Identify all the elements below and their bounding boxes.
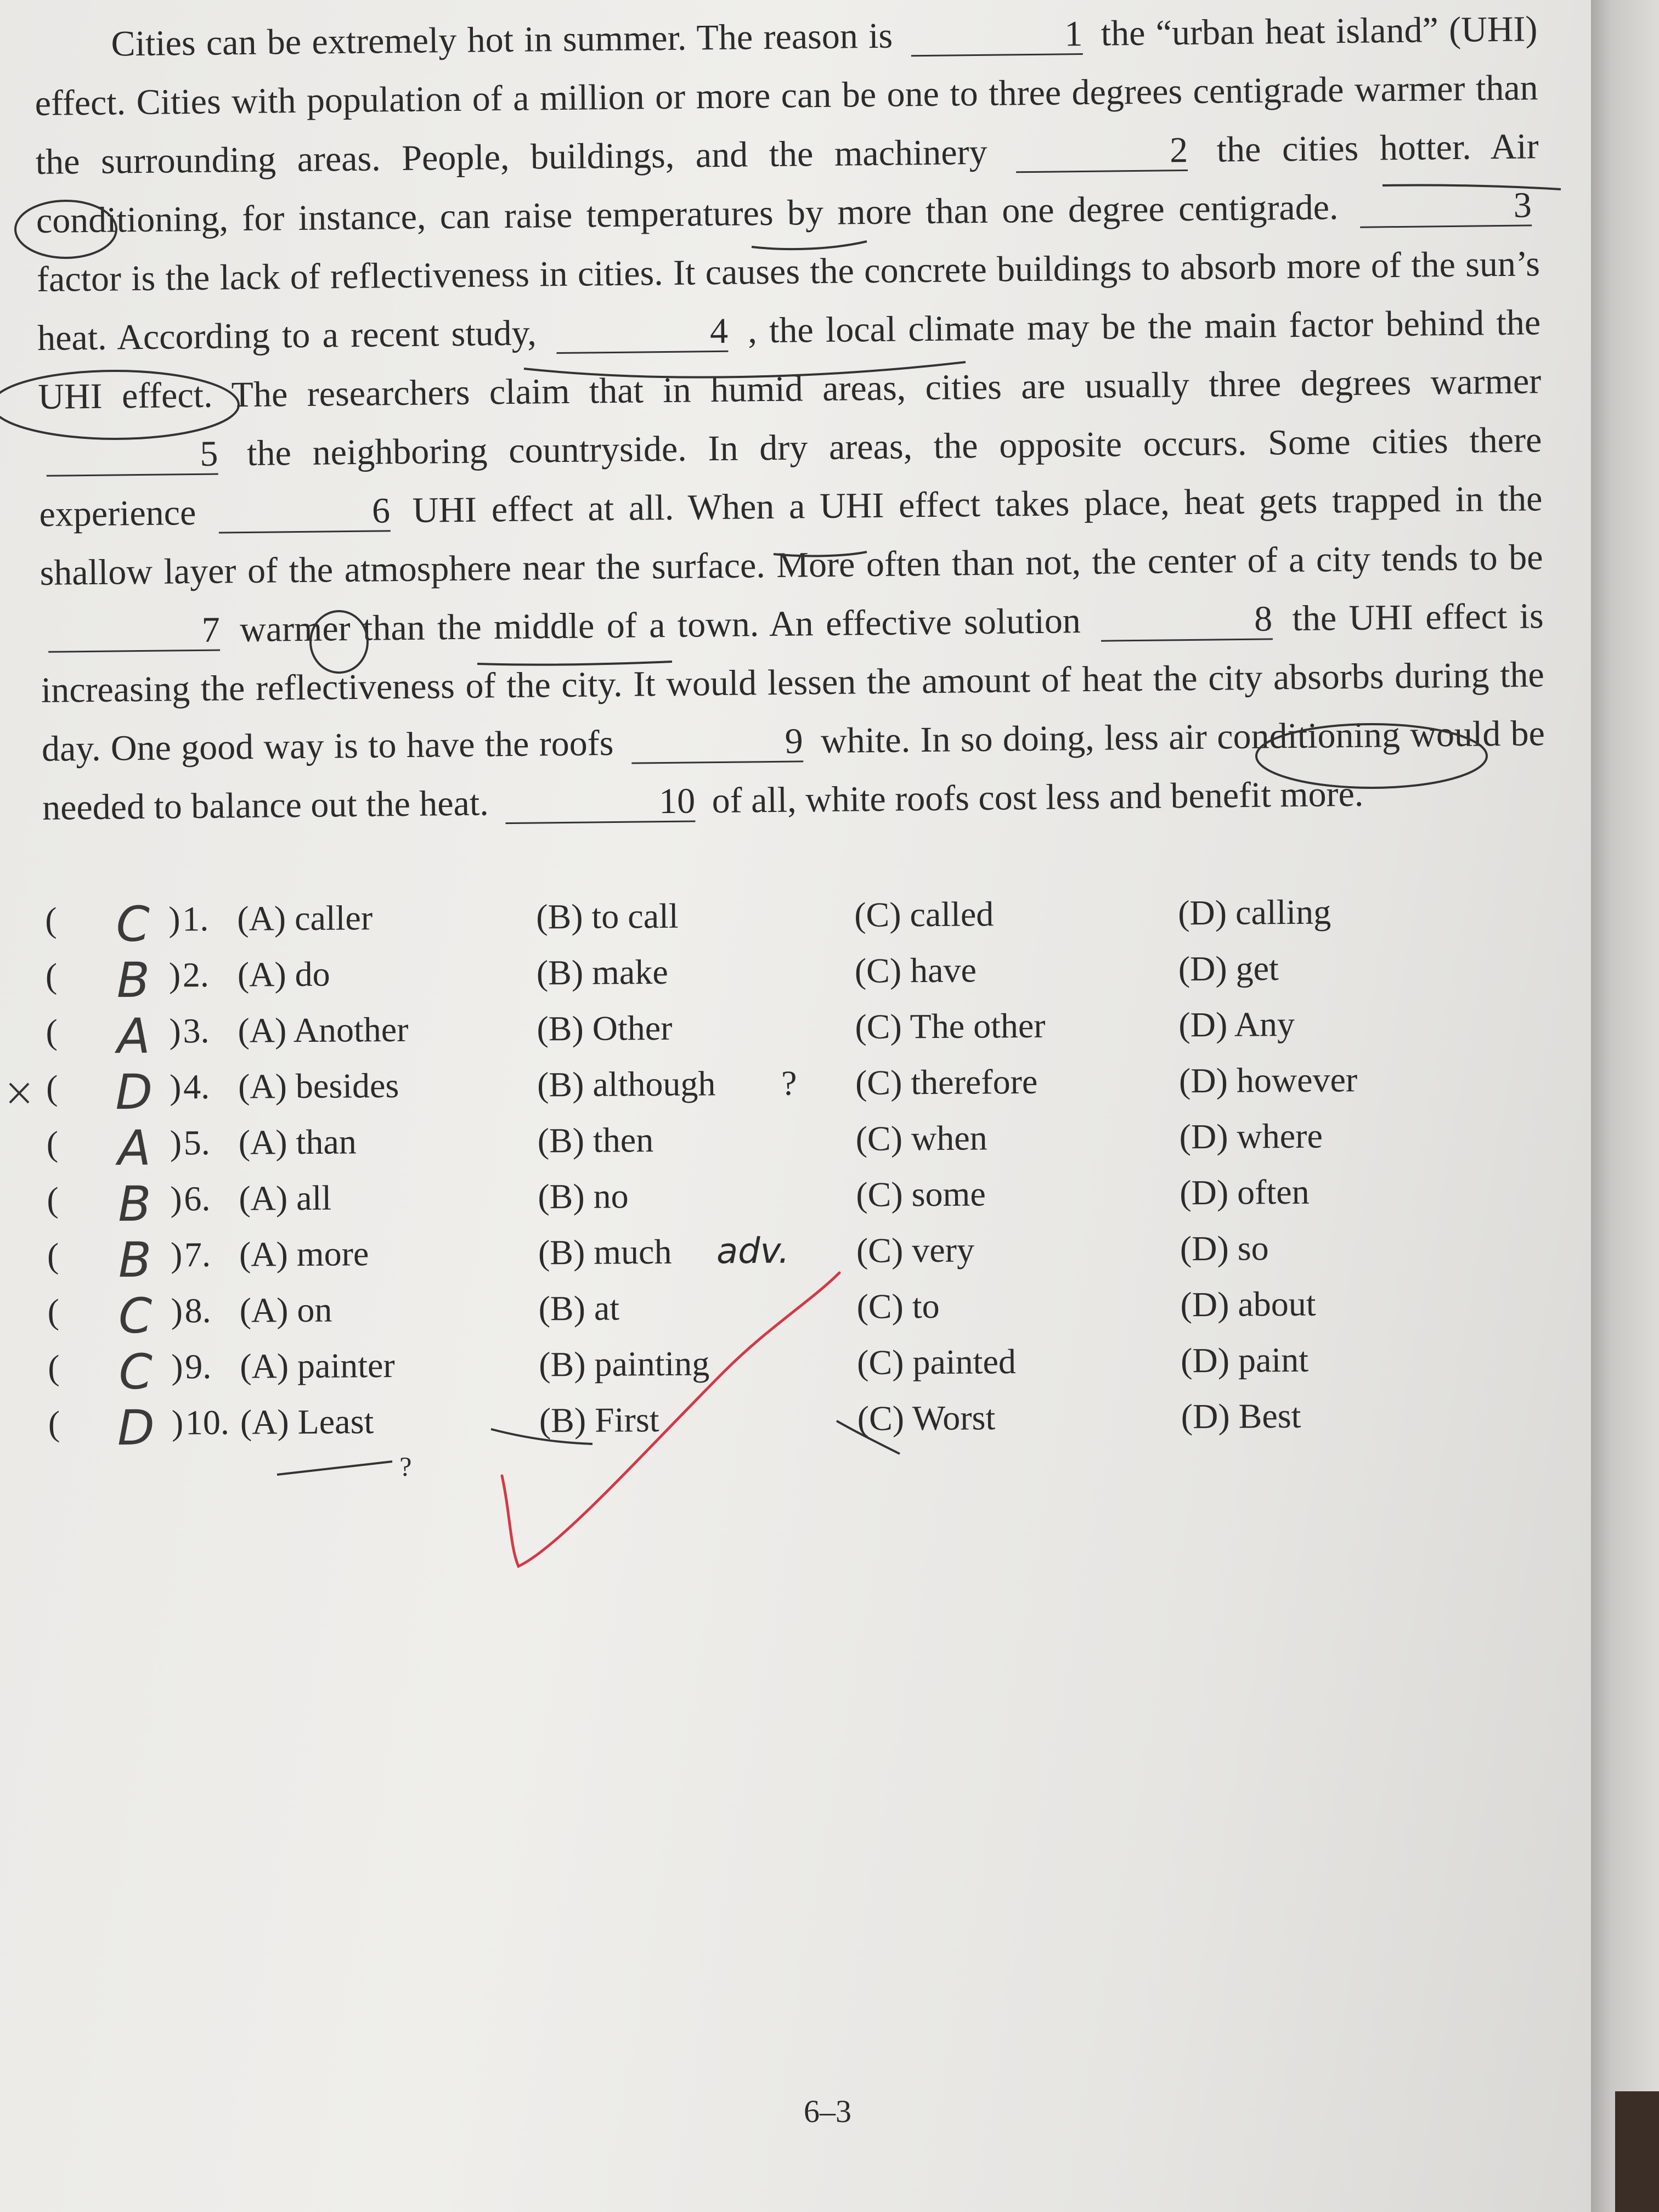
close-paren: ) xyxy=(170,1123,182,1163)
question-number: 6. xyxy=(184,1179,211,1218)
blank-4: 4 xyxy=(556,312,729,354)
open-paren: ( xyxy=(48,1403,60,1443)
option-a: (A) caller xyxy=(236,898,373,938)
close-paren: ) xyxy=(170,1235,183,1274)
handwritten-answer: A xyxy=(117,1007,150,1065)
option-d: (D) where xyxy=(1179,1116,1323,1156)
blank-7: 7 xyxy=(48,611,220,653)
close-paren: ) xyxy=(169,1011,181,1051)
option-d: (D) paint xyxy=(1180,1340,1309,1380)
option-c: (C) some xyxy=(856,1174,986,1214)
passage-text: the “urban heat island” (UHI) effect. Cities with population of a million or more can be one to three degrees centigrade warmer than the surrounding areas. People, buildings, and the machinery xyxy=(35,9,1538,182)
question-number: 2. xyxy=(182,955,210,995)
option-b: (B) First xyxy=(539,1400,659,1440)
option-c: (C) to xyxy=(856,1286,940,1326)
open-paren: ( xyxy=(47,1180,59,1219)
blank-10: 10 xyxy=(505,782,696,824)
option-b: (B) much xyxy=(538,1232,672,1272)
close-paren: ) xyxy=(171,1291,183,1330)
passage-text: warmer than the middle of a town. An effective solution xyxy=(239,601,1081,650)
question-row xyxy=(35,1059,1517,1124)
option-b: (B) no xyxy=(538,1176,629,1216)
option-c: (C) The other xyxy=(855,1006,1046,1046)
passage-text: factor is the lack of reflectiveness in cities. It causes the concrete buildings to absorb more of the sun’s heat. According to a recent study, xyxy=(36,244,1541,358)
option-b: (B) painting xyxy=(538,1344,710,1384)
option-c: (C) very xyxy=(856,1230,975,1270)
close-paren: ) xyxy=(170,1179,182,1218)
open-paren: ( xyxy=(46,1068,58,1107)
passage-text: UHI effect at all. When a UHI effect takes place, heat gets trapped in the shallow layer of the atmosphere near the surface. More often than not, the center of a city tends to be xyxy=(40,478,1543,593)
handwritten-answer: C xyxy=(116,895,150,953)
passage-text: of all, white roofs cost less and benefit more. xyxy=(712,774,1364,821)
close-paren: ) xyxy=(168,899,180,939)
passage-paragraph xyxy=(34,0,1546,837)
option-a: (A) Least xyxy=(240,1402,374,1442)
option-d: (D) however xyxy=(1178,1060,1358,1101)
option-a: (A) more xyxy=(239,1234,369,1274)
option-b: (B) make xyxy=(536,952,668,992)
option-a: (A) than xyxy=(238,1122,357,1162)
option-c: (C) therefore xyxy=(855,1062,1038,1102)
option-d: (D) Any xyxy=(1178,1004,1295,1045)
page-edge xyxy=(1591,0,1659,2212)
question-number: 1. xyxy=(182,899,209,939)
cross-mark-q4 xyxy=(10,1084,29,1103)
option-d: (D) calling xyxy=(1177,892,1331,933)
passage-text: white. In so doing, less air conditioning would be needed to balance out the heat. xyxy=(42,713,1545,828)
question-row xyxy=(36,1282,1518,1347)
blank-8: 8 xyxy=(1101,600,1273,641)
handwritten-question-mark: ? xyxy=(781,1063,797,1103)
open-paren: ( xyxy=(47,1291,60,1331)
passage-text: the UHI effect is increasing the reflectiveness of the city. It would lessen the amount of heat the city absorbs during the day. One good way is to have the roofs xyxy=(41,596,1545,769)
handwritten-answer: C xyxy=(119,1343,153,1401)
question-row xyxy=(34,891,1516,956)
option-a: (A) on xyxy=(239,1290,332,1330)
handwritten-question-mark: ? xyxy=(399,1451,412,1482)
open-paren: ( xyxy=(45,956,58,995)
option-d: (D) Best xyxy=(1181,1396,1301,1436)
question-number: 7. xyxy=(184,1235,211,1274)
option-c: (C) called xyxy=(854,894,994,934)
open-paren: ( xyxy=(47,1235,59,1275)
question-row xyxy=(35,1003,1516,1068)
blank-2: 2 xyxy=(1016,131,1188,173)
handwritten-answer: D xyxy=(117,1399,155,1457)
option-b: (B) to call xyxy=(535,896,679,936)
question-row xyxy=(36,1170,1517,1235)
handwritten-answer: A xyxy=(117,1119,151,1177)
option-a: (A) painter xyxy=(239,1345,395,1386)
option-c: (C) painted xyxy=(856,1342,1017,1382)
open-paren: ( xyxy=(45,900,57,939)
underline-least xyxy=(277,1462,392,1475)
option-b: (B) at xyxy=(538,1288,620,1328)
option-a: (A) besides xyxy=(238,1065,399,1106)
option-a: (A) Another xyxy=(238,1009,409,1050)
option-b: (B) although xyxy=(537,1064,716,1104)
option-c: (C) Worst xyxy=(857,1398,996,1438)
question-number: 10. xyxy=(185,1402,230,1442)
blank-6: 6 xyxy=(218,492,391,533)
open-paren: ( xyxy=(47,1347,60,1387)
question-number: 5. xyxy=(183,1123,210,1163)
question-row xyxy=(37,1394,1519,1482)
question-number: 8. xyxy=(184,1291,211,1330)
question-number: 4. xyxy=(183,1067,210,1107)
option-a: (A) do xyxy=(237,954,330,994)
close-paren: ) xyxy=(168,955,181,995)
option-a: (A) all xyxy=(239,1178,332,1218)
handwritten-answer: C xyxy=(118,1287,153,1345)
handwritten-answer: B xyxy=(116,951,150,1009)
page-number: 6–3 xyxy=(804,2094,851,2129)
passage-text: , the local climate may be the main factor behind the UHI effect. The researchers claim that in humid areas, cities are usually three degrees warmer xyxy=(37,302,1542,417)
question-number: 9. xyxy=(184,1347,212,1386)
blank-1: 1 xyxy=(911,15,1083,57)
cloze-passage xyxy=(34,0,1546,837)
close-paren: ) xyxy=(171,1403,184,1442)
option-d: (D) about xyxy=(1180,1284,1316,1324)
open-paren: ( xyxy=(46,1012,58,1051)
question-row xyxy=(36,1226,1518,1291)
option-d: (D) get xyxy=(1178,949,1279,989)
handwritten-answer: D xyxy=(115,1063,153,1121)
option-d: (D) often xyxy=(1180,1172,1310,1212)
passage-text: the cities hotter. Air conditioning, for instance, can raise temperatures by more than one degree centigrade. xyxy=(36,126,1539,241)
question-row xyxy=(35,947,1516,1012)
passage-text: the neighboring countryside. In dry areas, the opposite occurs. Some cities there experience xyxy=(39,420,1542,534)
close-paren: ) xyxy=(171,1347,183,1386)
table-corner xyxy=(1615,2091,1659,2212)
option-b: (B) Other xyxy=(537,1008,673,1048)
question-row xyxy=(35,1114,1517,1179)
question-row xyxy=(37,1338,1519,1403)
handwritten-answer: B xyxy=(118,1231,152,1289)
passage-text: Cities can be extremely hot in summer. The reason is xyxy=(111,15,893,64)
blank-3: 3 xyxy=(1359,186,1532,228)
option-c: (C) have xyxy=(854,950,977,990)
question-number: 3. xyxy=(183,1011,210,1051)
handwritten-note: adv. xyxy=(716,1231,790,1272)
close-paren: ) xyxy=(169,1067,182,1107)
question-list xyxy=(34,891,1519,1482)
open-paren: ( xyxy=(46,1124,59,1163)
handwritten-answer: B xyxy=(117,1175,151,1233)
blank-5: 5 xyxy=(46,435,218,477)
blank-9: 9 xyxy=(631,722,803,764)
option-d: (D) so xyxy=(1180,1228,1269,1268)
option-c: (C) when xyxy=(855,1118,988,1158)
option-b: (B) then xyxy=(537,1120,654,1160)
